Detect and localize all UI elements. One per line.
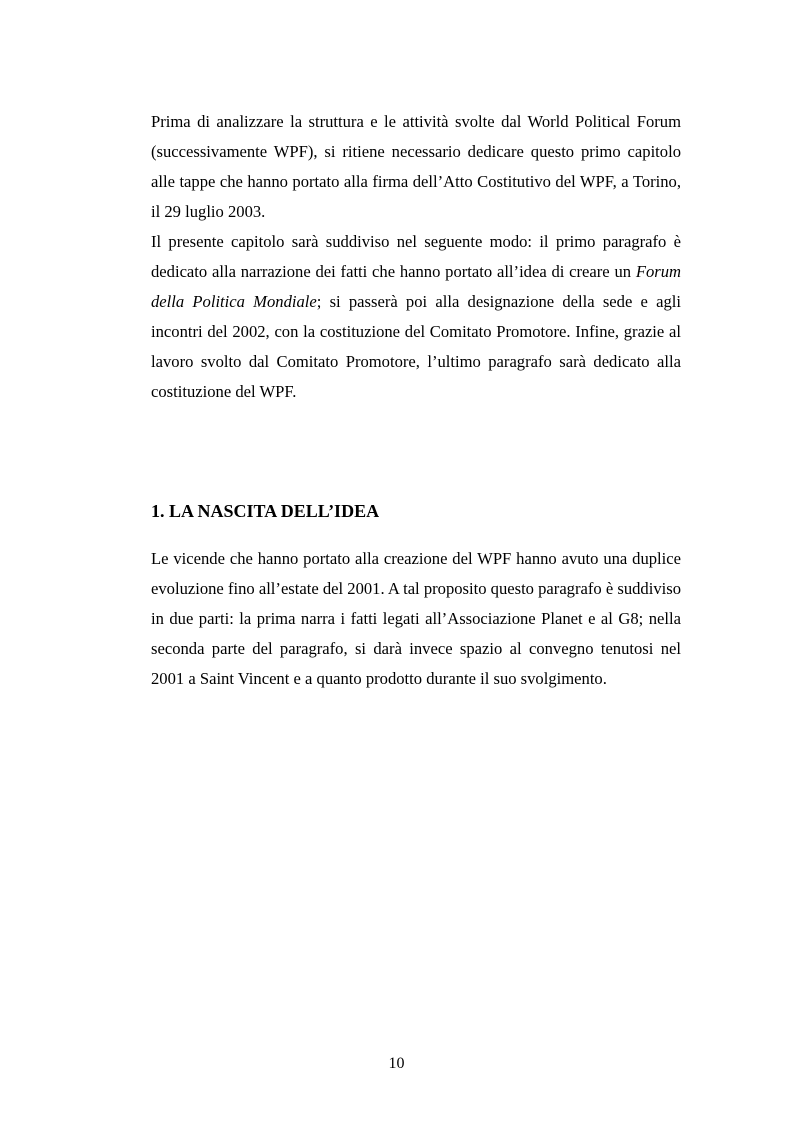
section-paragraph: Le vicende che hanno portato alla creazione del WPF hanno avuto una duplice evoluzione fino all’estate del 2001. A tal proposito questo paragrafo è suddiviso in due parti: la prima narra i fatti legati all’Associazione Planet e al G8; nella seconda parte del paragrafo, si darà invece spazio al convegno tenutosi nel 2001 a Saint Vincent e a quanto prodotto durante il suo svolgimento.	[151, 549, 681, 688]
intro-paragraph-2-italic-title: Forum della Politica Mondiale	[151, 262, 681, 311]
section-heading: 1. LA NASCITA DELL’IDEA	[151, 501, 380, 521]
intro-paragraph-2	[151, 227, 681, 407]
page-number: 10	[388, 1055, 405, 1072]
intro-paragraph-2-text-start: Il presente capitolo sarà suddiviso nel seguente modo: il primo paragrafo è dedicato alla narrazione dei fatti che hanno portato all’idea di creare un	[151, 232, 681, 281]
intro-paragraph-2-text-end: ; si passerà poi alla designazione della sede e agli incontri del 2002, con la costituzione del Comitato Promotore. Infine, grazie al lavoro svolto dal Comitato Promotore, l’ultimo paragrafo sarà dedicato alla costituzione del WPF.	[151, 292, 682, 401]
intro-paragraph-1: Prima di analizzare la struttura e le attività svolte dal World Political Forum (successivamente WPF), si ritiene necessario dedicare questo primo capitolo alle tappe che hanno portato alla firma dell’Atto Costitutivo del WPF, a Torino, il 29 luglio 2003.	[151, 112, 681, 221]
